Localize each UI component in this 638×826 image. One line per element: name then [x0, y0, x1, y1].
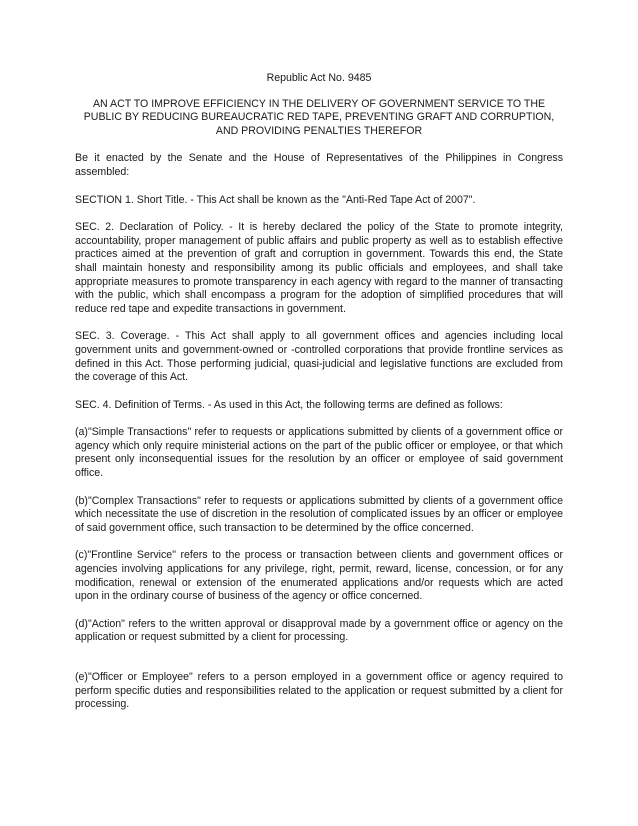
- definition-c-frontline-service: (c)"Frontline Service" refers to the process or transaction between clients and government offices or agencies involving applications for any privilege, right, permit, reward, license, concession, or for any modification, renewal or extension of the enumerated applications and/or requests which are acted upon in the ordinary course of business of the agency or office concerned.: [75, 549, 563, 603]
- enacting-clause: Be it enacted by the Senate and the House of Representatives of the Philippines in Congress assembled:: [75, 152, 563, 178]
- section-3-coverage: SEC. 3. Coverage. - This Act shall apply to all government offices and agencies including local government units and government-owned or -controlled corporations that provide frontline services as defined in this Act. Those performing judicial, quasi-judicial and legislative functions are excluded from the coverage of this Act.: [75, 330, 563, 384]
- definition-d-action: (d)"Action" refers to the written approval or disapproval made by a government office or agency on the application or request submitted by a client for processing.: [75, 617, 563, 644]
- republic-act-number: Republic Act No. 9485: [266, 72, 372, 84]
- definition-a-simple-transactions: (a)"Simple Transactions" refer to requests or applications submitted by clients of a government office or agency which only require ministerial actions on the part of the public officer or employee, or that which present only inconsequential issues for the resolution by an officer or employee of said government office.: [75, 426, 563, 480]
- act-title: AN ACT TO IMPROVE EFFICIENCY IN THE DELIVERY OF GOVERNMENT SERVICE TO THE PUBLIC BY REDUCING BUREAUCRATIC RED TAPE, PREVENTING GRAFT AND CORRUPTION, AND PROVIDING PENALTIES THEREFOR: [83, 97, 555, 137]
- section-1-short-title: SECTION 1. Short Title. - This Act shall be known as the "Anti-Red Tape Act of 2007".: [75, 193, 476, 206]
- section-4-definition-of-terms: SEC. 4. Definition of Terms. - As used in this Act, the following terms are defined as follows:: [75, 398, 503, 411]
- section-2-declaration-of-policy: SEC. 2. Declaration of Policy. - It is hereby declared the policy of the State to promote integrity, accountability, proper management of public affairs and public property as well as to establish effective practices aimed at the prevention of graft and corruption in government. Towards this end, the State shall maintain honesty and responsibility among its public officials and employees, and shall take appropriate measures to promote transparency in each agency with regard to the manner of transacting with the public, which shall encompass a program for the adoption of simplified procedures that will reduce red tape and expedite transactions in government.: [75, 221, 563, 315]
- definition-e-officer-or-employee: (e)"Officer or Employee" refers to a person employed in a government office or agency required to perform specific duties and responsibilities related to the application or request submitted by a client for processing.: [75, 671, 563, 711]
- document-page: [75, 72, 563, 726]
- definition-b-complex-transactions: (b)"Complex Transactions" refer to requests or applications submitted by clients of a government office which necessitate the use of discretion in the resolution of complicated issues by an officer or employee of said government office, such transaction to be determined by the office concerned.: [75, 494, 563, 534]
